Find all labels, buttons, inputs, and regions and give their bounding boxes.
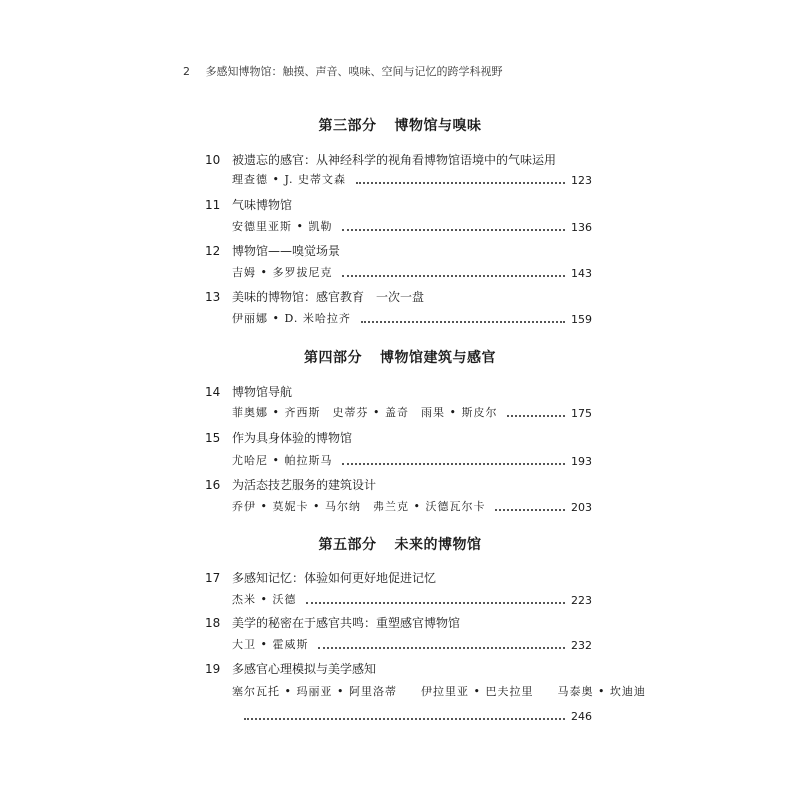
dot-leader: [507, 407, 565, 417]
chapter-number: 11: [205, 198, 221, 212]
section-title: [0, 534, 800, 554]
chapter-author: 伊丽娜 • D. 米哈拉齐: [232, 312, 351, 325]
dot-leader: [361, 313, 565, 323]
dot-leader: [495, 501, 565, 511]
dot-leader: [356, 174, 565, 184]
chapter-number: 17: [205, 571, 221, 585]
toc-entry-title[interactable]: [205, 151, 556, 168]
chapter-page: 136: [571, 221, 592, 234]
toc-entry-title[interactable]: [205, 242, 340, 259]
toc-author-line: [232, 404, 592, 420]
chapter-title: 多感知记忆：体验如何更好地促进记忆: [232, 571, 437, 585]
toc-author-line: [232, 264, 592, 280]
chapter-page: 123: [571, 174, 592, 187]
chapter-page: 175: [571, 407, 592, 420]
book-title: 多感知博物馆：触摸、声音、嗅味、空间与记忆的跨学科视野: [205, 65, 503, 78]
chapter-title: 美学的秘密在于感官共鸣：重塑感官博物馆: [232, 616, 461, 630]
chapter-author: 尤哈尼 • 帕拉斯马: [232, 454, 333, 467]
section-part-label: 第三部分: [318, 118, 377, 134]
chapter-title: 博物馆导航: [232, 385, 293, 399]
chapter-author: 乔伊 • 莫妮卡 • 马尔纳 弗兰克 • 沃德瓦尔卡: [232, 500, 486, 513]
chapter-page: 232: [571, 639, 592, 652]
chapter-author: 伊拉里亚 • 巴夫拉里: [420, 685, 534, 698]
toc-author-line: [232, 218, 592, 234]
chapter-title: 美味的博物馆：感官教育 一次一盘: [232, 290, 425, 304]
toc-author-line: [232, 636, 592, 652]
dot-leader: [342, 455, 565, 465]
chapter-author: 菲奥娜 • 齐西斯 史蒂芬 • 盖奇 雨果 • 斯皮尔: [232, 406, 498, 419]
toc-entry-title[interactable]: [205, 569, 436, 586]
chapter-number: 13: [205, 290, 221, 304]
chapter-page: 193: [571, 455, 592, 468]
dot-leader: [342, 221, 565, 231]
chapter-page: 223: [571, 594, 592, 607]
chapter-author: 杰米 • 沃德: [232, 593, 297, 606]
chapter-author: 理查德 • J. 史蒂文森: [232, 173, 347, 186]
toc-entry-title[interactable]: [205, 196, 292, 213]
section-part-label: 第四部分: [304, 350, 362, 366]
chapter-title: 为活态技艺服务的建筑设计: [232, 478, 377, 492]
chapter-author: 吉姆 • 多罗拔尼克: [232, 266, 333, 279]
chapter-title: 多感官心理模拟与美学感知: [232, 662, 377, 676]
chapter-number: 12: [205, 244, 221, 258]
chapter-author: 安德里亚斯 • 凯勒: [232, 220, 333, 233]
chapter-author: 大卫 • 霍威斯: [232, 638, 309, 651]
chapter-number: 18: [205, 616, 221, 630]
dot-leader: [244, 710, 565, 720]
page-number: 2: [183, 65, 190, 78]
dot-leader: [306, 594, 565, 604]
dot-leader: [318, 639, 565, 649]
toc-entry-title[interactable]: [205, 429, 352, 446]
chapter-number: 19: [205, 662, 221, 676]
section-name: 博物馆与嗅味: [394, 118, 482, 134]
chapter-title: 被遗忘的感官：从神经科学的视角看博物馆语境中的气味运用: [232, 153, 557, 167]
toc-author-line: [232, 707, 592, 723]
toc-entry-title[interactable]: [205, 288, 424, 305]
toc-author-line: [232, 310, 592, 326]
toc-author-line: [232, 452, 592, 468]
chapter-page: 159: [571, 313, 592, 326]
chapter-number: 15: [205, 431, 221, 445]
toc-author-line: [232, 498, 592, 514]
toc-entry-title[interactable]: [205, 476, 376, 493]
section-name: 博物馆建筑与感官: [380, 350, 496, 366]
chapter-page: 143: [571, 267, 592, 280]
section-part-label: 第五部分: [318, 537, 377, 553]
toc-author-list: [232, 683, 646, 699]
chapter-number: 10: [205, 153, 221, 167]
chapter-number: 14: [205, 385, 221, 399]
section-name: 未来的博物馆: [394, 537, 482, 553]
chapter-author: 马泰奥 • 坎迪迪: [557, 685, 646, 698]
chapter-number: 16: [205, 478, 221, 492]
section-title: [0, 115, 800, 135]
chapter-title: 作为具身体验的博物馆: [232, 431, 353, 445]
chapter-title: 气味博物馆: [232, 198, 293, 212]
chapter-page: 246: [571, 710, 592, 723]
toc-author-line: [232, 591, 592, 607]
chapter-title: 博物馆——嗅觉场景: [232, 244, 341, 258]
toc-entry-title[interactable]: [205, 614, 460, 631]
chapter-page: 203: [571, 501, 592, 514]
chapter-author: 塞尔瓦托 • 玛丽亚 • 阿里洛蒂: [232, 685, 397, 698]
dot-leader: [342, 267, 565, 277]
section-title: [0, 347, 800, 367]
toc-entry-title[interactable]: [205, 660, 376, 677]
toc-author-line: [232, 171, 592, 187]
toc-entry-title[interactable]: [205, 383, 292, 400]
